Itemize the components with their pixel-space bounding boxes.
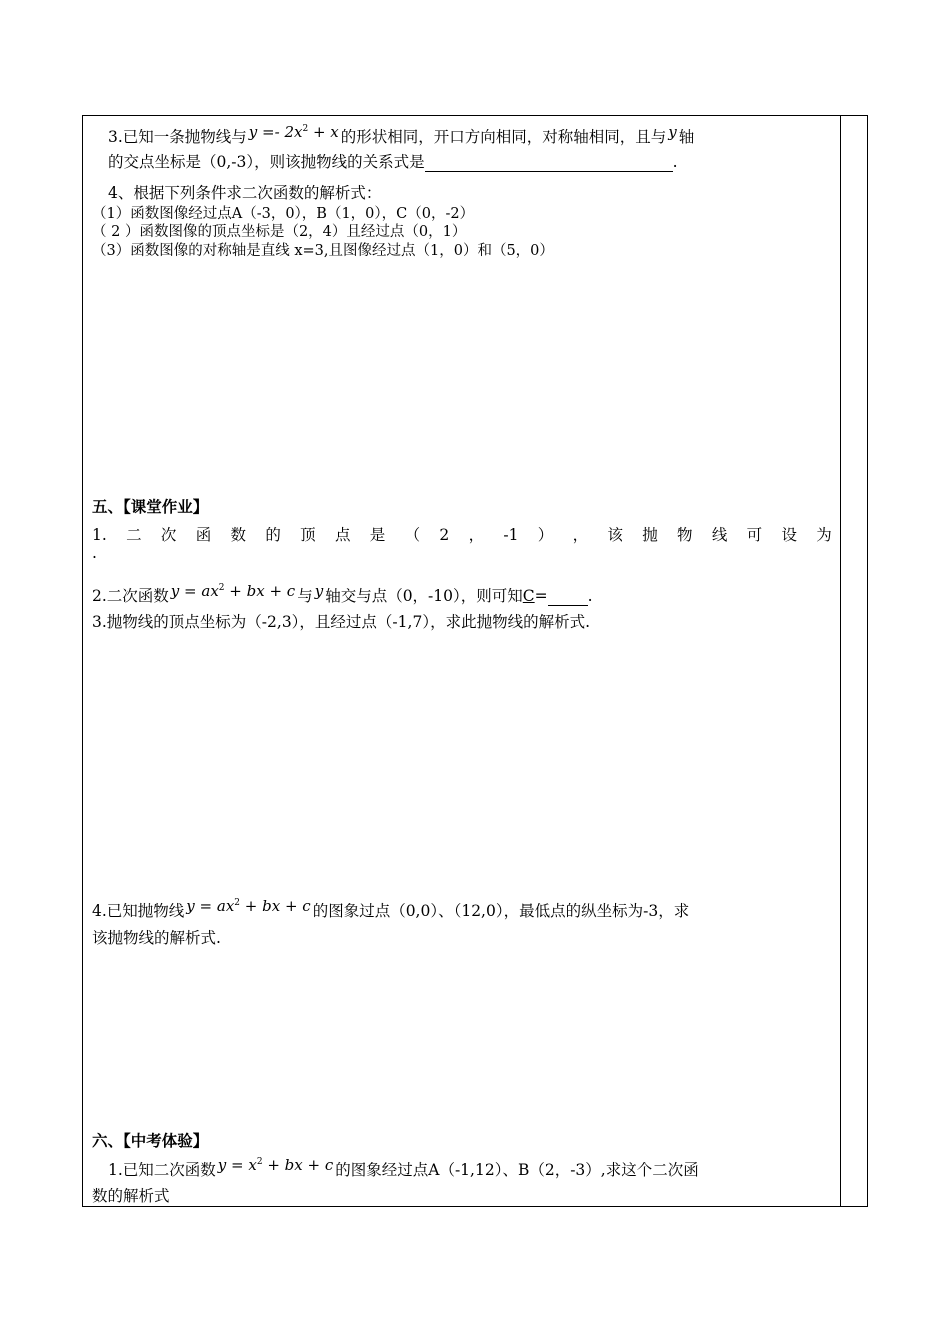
q3-end: .: [672, 153, 678, 171]
s5-q1-char: 抛: [642, 526, 658, 544]
s6-q1-line2: 数的解析式: [92, 1187, 170, 1205]
s5-q1-char: 数: [230, 526, 247, 544]
s5-q1-char: 顶: [300, 526, 316, 544]
s5-q1-char: 设: [781, 526, 797, 544]
q3-text-c: 轴: [678, 128, 695, 146]
s5-q2-formula: $y = ax^2$ + bx + c: [170, 582, 296, 600]
q4-item-1: （1）函数图像经过点A（-3，0），B（1，0），C（0，-2）: [92, 206, 475, 222]
s5-q2-text-a: 2.二次函数: [92, 587, 169, 605]
s5-q1-char: 函: [195, 526, 212, 544]
s5-q1-char: 次: [160, 526, 177, 544]
q3-answer-blank[interactable]: [425, 157, 673, 172]
s5-q1-char: ，: [572, 526, 589, 544]
s5-q1-char: 1.: [92, 526, 107, 544]
s6-q1-text-a: 1.已知二次函数: [108, 1161, 216, 1179]
s5-q2-text-b: 与: [297, 587, 313, 605]
q3-text-a: 3.已知一条抛物线与: [108, 128, 247, 146]
s5-q4-text-b: 的图象过点（0,0）、（12,0），最低点的纵坐标为-3，求: [312, 902, 690, 920]
s5-q2-y-symbol: y: [314, 582, 324, 600]
section5-heading: 五、【课堂作业】: [92, 498, 209, 516]
s6-q1-line1: [108, 1157, 699, 1180]
s5-q2-equals: =: [534, 587, 548, 605]
s6-q1-text-b: 的图象经过点A（-1,12）、B（2，-3）,求这个二次函: [335, 1161, 699, 1179]
s5-q1-char: 线: [711, 526, 728, 544]
s5-q1-char: ）: [537, 526, 554, 544]
q3-line2: [108, 152, 678, 172]
s5-q1-char: 为: [816, 526, 832, 544]
q3-y-symbol: y: [668, 123, 677, 141]
q3-text-b: 的形状相同，开口方向相同，对称轴相同，且与: [340, 128, 667, 146]
s5-q1-char: ，: [468, 526, 485, 544]
s5-q1-char: 点: [334, 526, 351, 544]
q4-item-2: （ 2 ）函数图像的顶点坐标是（2，4）且经过点（0，1）: [92, 224, 467, 240]
q3-line2-text: 的交点坐标是（0,-3），则该抛物线的关系式是: [108, 153, 425, 171]
s5-q2-c-label: C: [522, 587, 535, 605]
s5-q1-end: .: [92, 544, 97, 562]
s5-q1-line: [92, 525, 832, 545]
s5-q1-char: 该: [607, 526, 623, 544]
q4-title: 4、根据下列条件求二次函数的解析式：: [108, 184, 382, 202]
s5-q1-char: 的: [265, 526, 281, 544]
s5-q1-char: （: [404, 526, 421, 544]
s5-q1-char: 2: [439, 526, 450, 544]
section6-heading: 六、【中考体验】: [92, 1132, 209, 1150]
right-column-border: [840, 115, 841, 1207]
s5-q4-line1: [92, 898, 689, 921]
s5-q4-formula: $y = ax^2$ + bx + c: [186, 897, 311, 915]
s6-q1-formula: $y = x^2$ + bx + c: [217, 1156, 334, 1174]
s5-q3: 3.抛物线的顶点坐标为（-2,3），且经过点（-1,7），求此抛物线的解析式.: [92, 613, 590, 631]
s5-q4-line2: 该抛物线的解析式.: [92, 929, 221, 947]
s5-q1-char: 物: [677, 526, 693, 544]
s5-q2-answer-blank[interactable]: [548, 591, 588, 606]
s5-q1-char: -1: [503, 526, 519, 544]
q3-line1: [108, 124, 694, 147]
s5-q2-text-c: 轴交与点（0，-10），则可知: [325, 587, 523, 605]
s5-q1-char: 是: [369, 526, 386, 544]
q3-formula: $y =- 2x^2 + x$: [248, 123, 339, 141]
s5-q4-text-a: 4.已知抛物线: [92, 902, 185, 920]
worksheet-frame: [82, 115, 868, 1207]
s5-q1-char: 二: [126, 526, 142, 544]
s5-q1-char: 可: [746, 526, 763, 544]
s5-q2-end: .: [587, 587, 593, 605]
q4-item-3: （3）函数图像的对称轴是直线 x=3,且图像经过点（1，0）和（5，0）: [92, 243, 554, 259]
s5-q2-line: [92, 583, 593, 606]
